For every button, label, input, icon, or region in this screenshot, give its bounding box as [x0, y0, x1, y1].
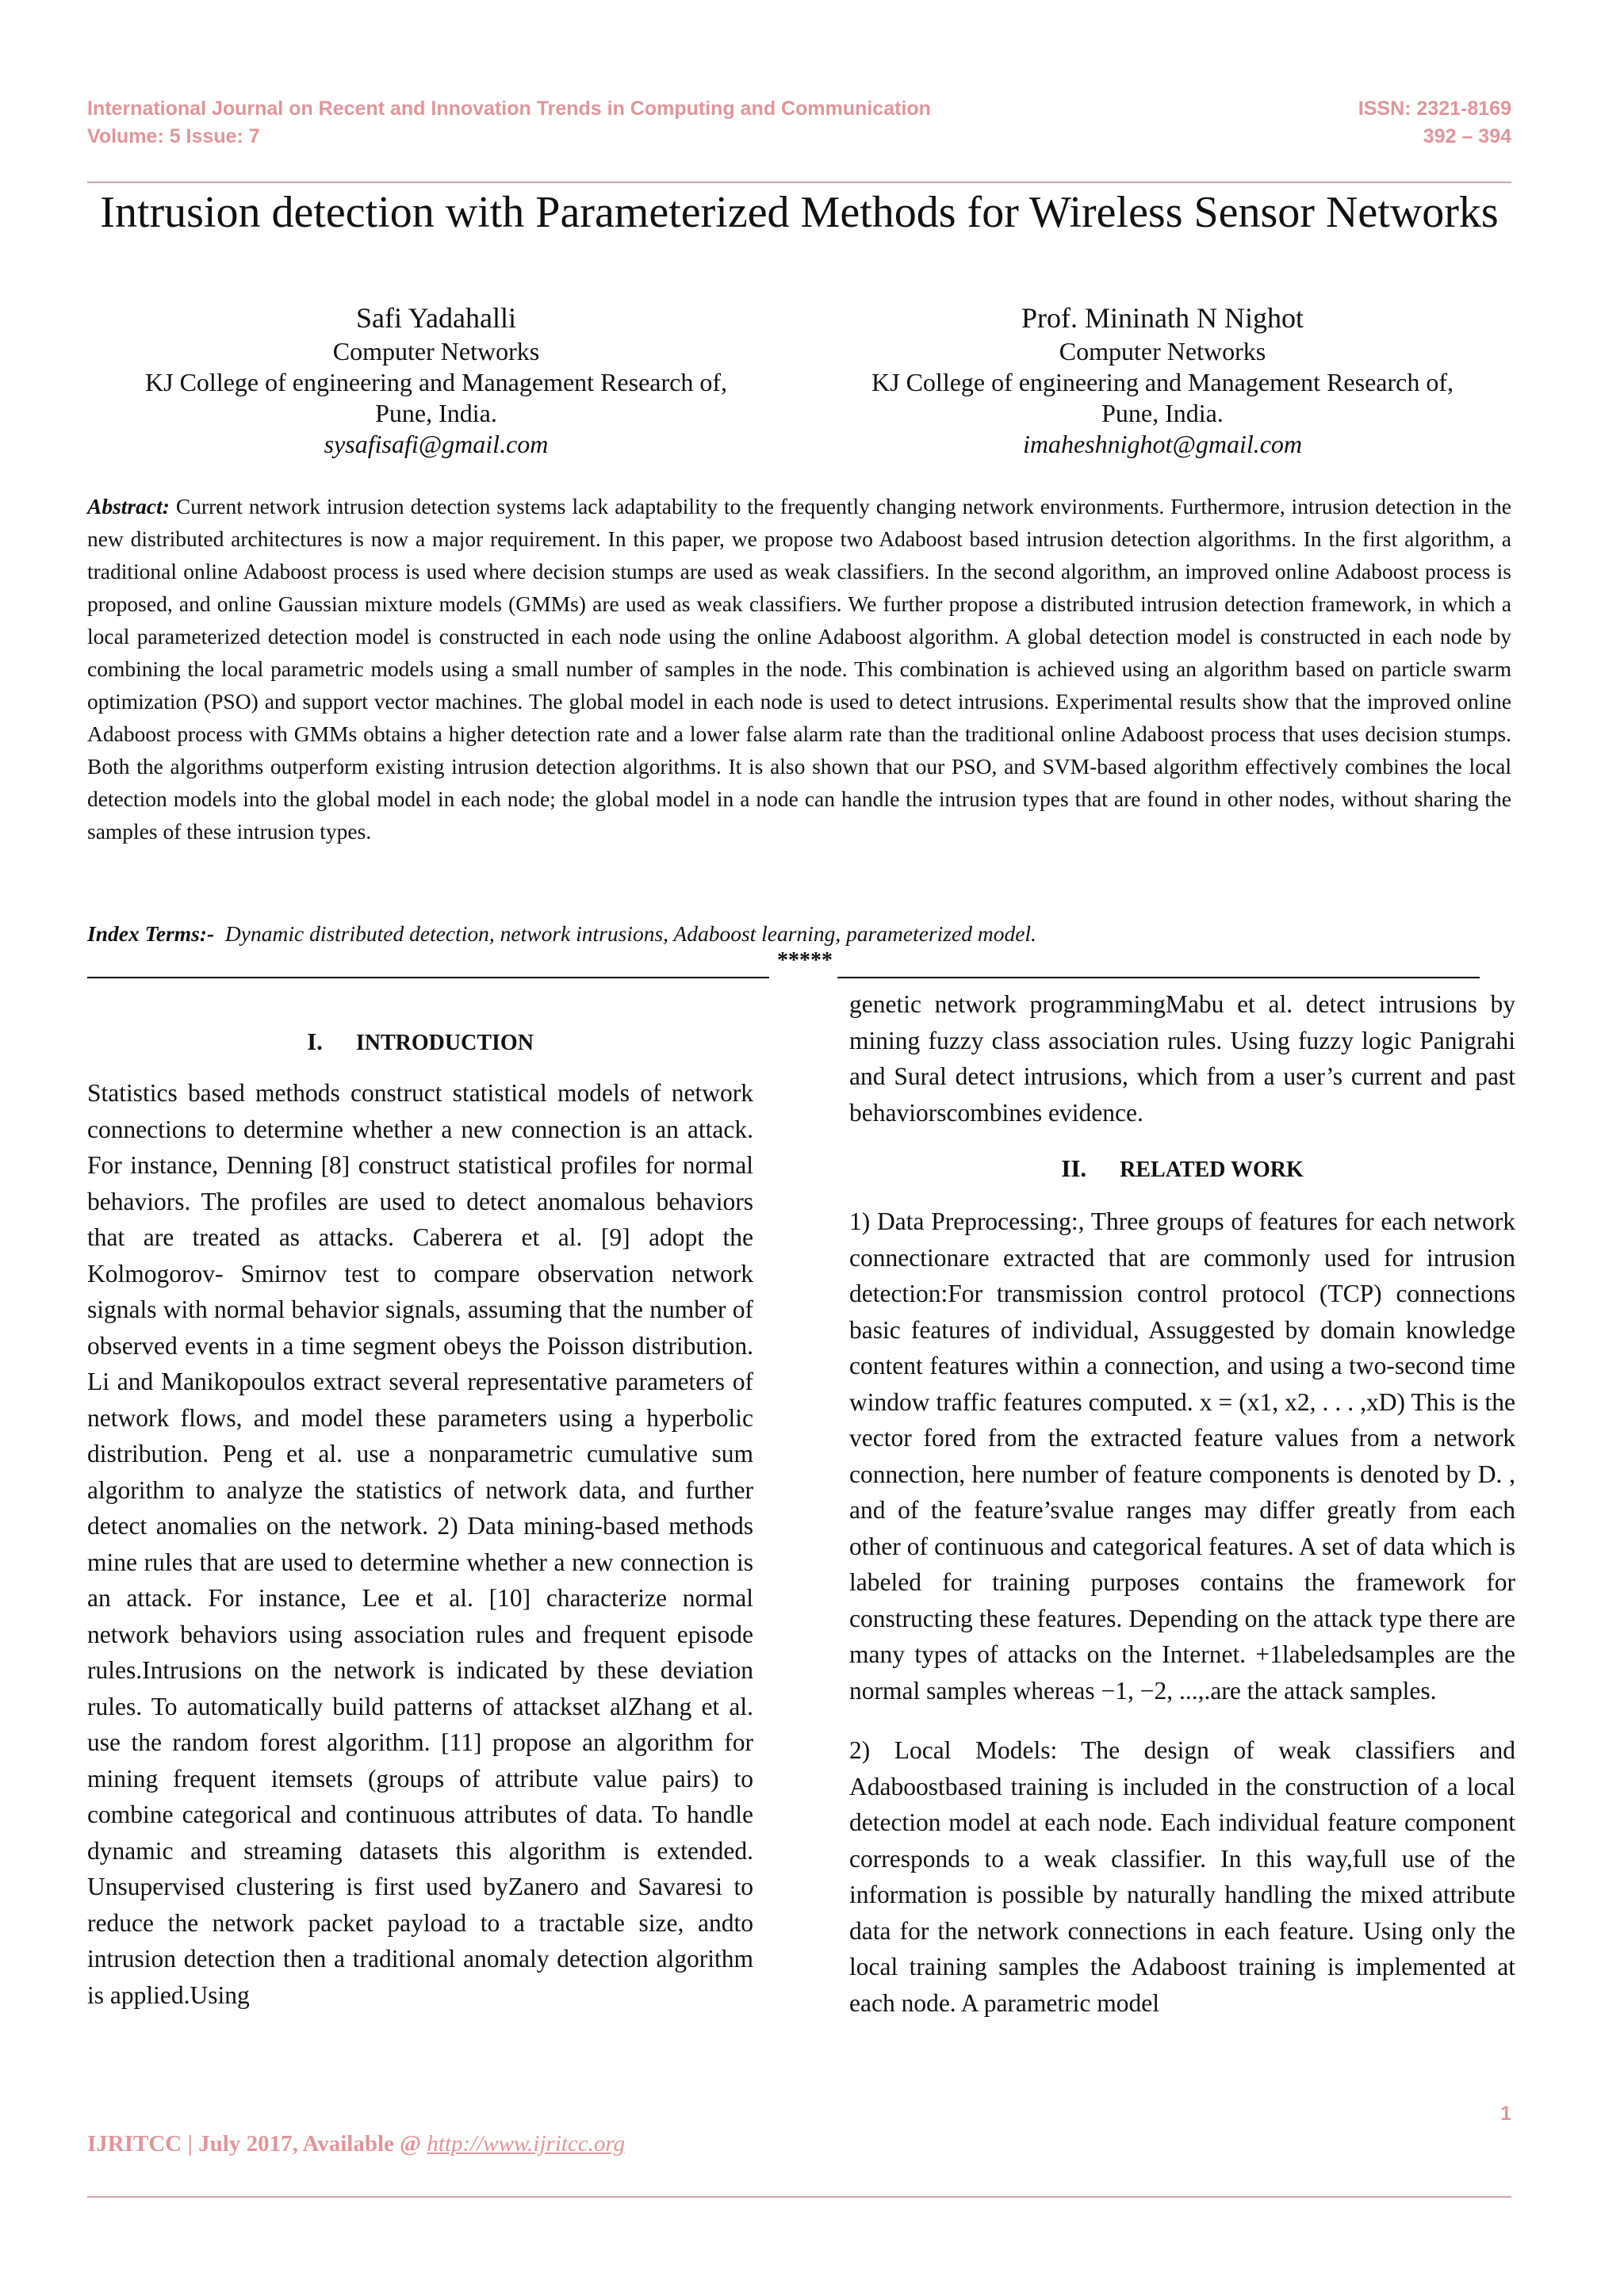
author-name: Prof. Mininath N Nighot — [1021, 302, 1304, 334]
author-1 — [87, 300, 785, 460]
journal-header — [87, 95, 1511, 151]
footer-link[interactable]: http://www.ijritcc.org — [427, 2131, 626, 2156]
issn: ISSN: 2321-8169 — [1358, 98, 1511, 120]
author-college: KJ College of engineering and Management Research of, — [145, 368, 727, 396]
section-title: INTRODUCTION — [355, 1031, 534, 1055]
index-terms-label: Index Terms:- — [87, 921, 215, 946]
separator-rule-right — [837, 977, 1480, 978]
related-work-paragraph-2: 2) Local Models: The design of weak classifiers and Adaboostbased training is included in the construction of a local detection model at each node. Each individual feature component corresponds to a weak classifier. In this way,full use of the information is possible by naturally handling the mixed attribute data for the network connections in each feature. Using only the local training samples the Adaboost training is implemented at each node. A parametric model — [849, 1736, 1515, 2017]
paper-title: Intrusion detection with Parameterized Methods for Wireless Sensor Networks — [100, 188, 1499, 237]
author-dept: Computer Networks — [1059, 337, 1266, 365]
author-city: Pune, India. — [1101, 399, 1224, 427]
section-number: II. — [1061, 1154, 1087, 1182]
footer-text: IJRITCC | July 2017, Available @ — [87, 2131, 422, 2156]
section-heading-related-work — [849, 1146, 1515, 1191]
separator-rule-left — [87, 977, 769, 978]
index-terms-text: Dynamic distributed detection, network intrusions, Adaboost learning, parameterized model. — [224, 921, 1036, 946]
related-work-paragraph-1: 1) Data Preprocessing:, Three groups of features for each network connectionare extracted that are commonly used for intrusion detection:For transmission control protocol (TCP) connections basic features of individual, Assuggested by domain knowledge content features within a connection, and using a two-second time window traffic features computed. x = (x1, x2, . . . ,xD) This is the vector fored from the extracted feature values from a network connection, here number of feature components is denoted by D. , and of the feature’svalue ranges may differ greatly from each other of continuous and categorical features. A set of data which is labeled for training purposes contains the framework for constructing these features. Depending on the attack type there are many types of attacks on the Internet. +1labeledsamples are the normal samples whereas −1, −2, ...,.are the attack samples. — [849, 1207, 1515, 1705]
introduction-paragraph: Statistics based methods construct statistical models of network connections to determine whether a new connection is an attack. For instance, Denning [8] construct statistical profiles for normal behaviors. The profiles are used to detect anomalous behaviors that are treated as attacks. Caberera et al. [9] adopt the Kolmogorov- Smirnov test to compare observation network signals with normal behavior signals, assuming that the number of observed events in a time segment obeys the Poisson distribution. Li and Manikopoulos extract several representative parameters of network flows, and model these parameters using a hyperbolic distribution. Peng et al. use a nonparametric cumulative sum algorithm to analyze the statistics of network data, and further detect anomalies on the network. 2) Data mining-based methods mine rules that are used to determine whether a new connection is an attack. For instance, Lee et al. [10] characterize normal network behaviors using association rules and frequent episode rules.Intrusions on the network is indicated by these deviation rules. To automatically build patterns of attackset alZhang et al. use the random forest algorithm. [11] propose an algorithm for mining frequent itemsets (groups of attribute value pairs) to combine categorical and continuous attributes of data. To handle dynamic and streaming datasets this algorithm is extended. Unsupervised clustering is first used byZanero and Savaresi to reduce the network packet payload to a tractable size, andto intrusion detection then a traditional anomaly detection algorithm is applied.Using — [87, 1079, 753, 2009]
author-email: imaheshnighot@gmail.com — [1022, 430, 1303, 458]
section-number: I. — [307, 1027, 323, 1055]
introduction-continued-paragraph: genetic network programmingMabu et al. detect intrusions by mining fuzzy class association rules. Using fuzzy logic Panigrahi and Sural detect intrusions, which from a user’s current and past behaviorscombines evidence. — [849, 990, 1515, 1127]
footer-rule — [87, 2196, 1511, 2198]
author-2 — [814, 300, 1511, 460]
header-rule — [87, 182, 1511, 183]
footer — [87, 2131, 625, 2157]
volume-issue: Volume: 5 Issue: 7 — [87, 125, 260, 147]
author-college: KJ College of engineering and Management Research of, — [871, 368, 1454, 396]
index-terms — [87, 918, 1511, 950]
separator-stars: ***** — [777, 948, 833, 973]
section-heading-introduction — [87, 1020, 753, 1064]
author-name: Safi Yadahalli — [356, 302, 516, 334]
page-number: 1 — [1500, 2103, 1511, 2125]
section-title: RELATED WORK — [1120, 1158, 1304, 1182]
abstract-label: Abstract: — [87, 494, 170, 519]
author-email: sysafisafi@gmail.com — [324, 430, 549, 458]
author-city: Pune, India. — [375, 399, 497, 427]
page-range: 392 – 394 — [1423, 125, 1511, 147]
author-dept: Computer Networks — [332, 337, 540, 365]
abstract-text: Current network intrusion detection systems lack adaptability to the frequently changing network environments. Furthermore, intrusion detection in the new distributed architectures is now a major requirement. In this paper, we propose two Adaboost based intrusion detection algorithms. In the first algorithm, a traditional online Adaboost process is used where decision stumps are used as weak classifiers. In the second algorithm, an improved online Adaboost process is proposed, and online Gaussian mixture models (GMMs) are used as weak classifiers. We further propose a distributed intrusion detection framework, in which a local parameterized detection model is constructed in each node using the online Adaboost algorithm. A global detection model is constructed in each node by combining the local parametric models using a small number of samples in the node. This combination is achieved using an algorithm based on particle swarm optimization (PSO) and support vector machines. The global model in each node is used to detect intrusions. Experimental results show that the improved online Adaboost process with GMMs obtains a higher detection rate and a lower false alarm rate than the traditional online Adaboost process that uses decision stumps. Both the algorithms outperform existing intrusion detection algorithms. It is also shown that our PSO, and SVM-based algorithm effectively combines the local detection models into the global model in each node; the global model in a node can handle the intrusion types that are found in other nodes, without sharing the samples of these intrusion types. — [87, 494, 1511, 844]
journal-name: International Journal on Recent and Innovation Trends in Computing and Communication — [87, 98, 931, 120]
left-column — [87, 1020, 753, 2013]
right-column — [849, 986, 1515, 2021]
abstract — [87, 490, 1511, 848]
